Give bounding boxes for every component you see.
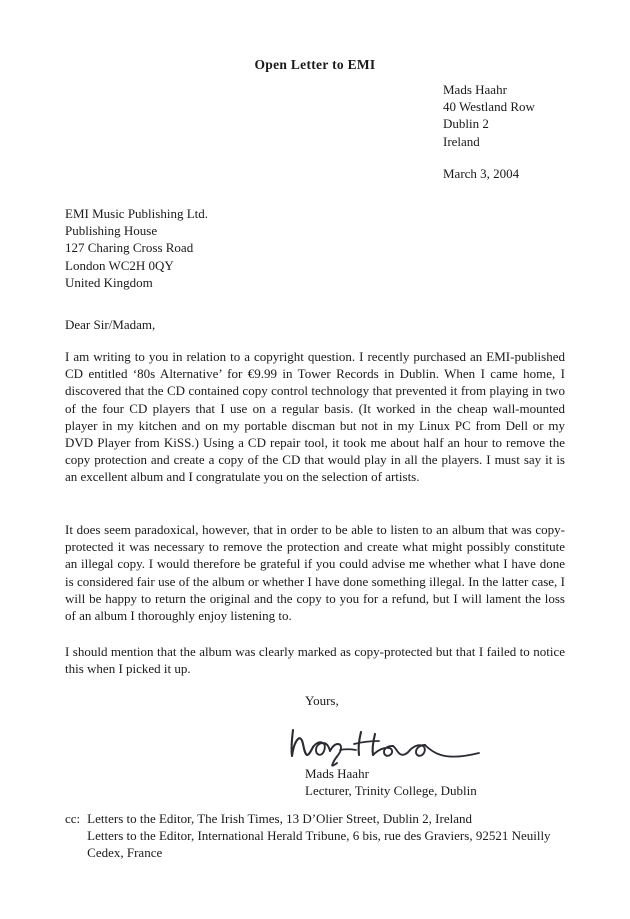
sender-address-line: Mads Haahr	[443, 82, 507, 97]
cc-recipient: Letters to the Editor, The Irish Times, 13 D’Olier Street, Dublin 2, Ireland	[87, 811, 472, 826]
body-paragraph-1	[65, 348, 565, 486]
recipient-address-line: Publishing House	[65, 223, 158, 239]
closing-salutation: Yours,	[305, 693, 339, 708]
sender-address-block	[443, 81, 535, 150]
handwritten-signature	[283, 722, 493, 768]
cc-label: cc:	[65, 811, 81, 826]
signer-title: Lecturer, Trinity College, Dublin	[305, 783, 477, 798]
cc-recipient: Letters to the Editor, International Herald Tribune, 6 bis, rue des Graviers, 92521 Neuilly Cedex, France	[87, 828, 551, 861]
sender-address-line: Ireland	[443, 133, 480, 149]
recipient-address-line: EMI Music Publishing Ltd.	[65, 206, 209, 221]
signer-name: Mads Haahr	[305, 766, 369, 781]
paragraph-text: I am writing to you in relation to a copyright question. I recently purchased an EMI-published CD entitled ‘80s Alternative’ for €9.99 in Tower Records in Dublin. When I came home, I discovered that the CD contained copy control technology that prevented it from playing in two of the four CD players that I use on a regular basis. (It worked in the cheap wall-mounted player in my kitchen and on my portable discman but not in my Linux PC from Dell or my DVD Player from KiSS.) Using a CD repair tool, it took me about half an hour to remove the copy protection and create a copy of the CD that would play in all the players. I must say it is an excellent album and I congratulate you on the selection of artists.	[65, 349, 565, 485]
salutation: Dear Sir/Madam,	[65, 317, 156, 332]
recipient-address-line: United Kingdom	[65, 274, 153, 290]
letter-date: March 3, 2004	[443, 166, 520, 181]
recipient-address-line: 127 Charing Cross Road	[65, 240, 194, 256]
body-paragraph-2	[65, 521, 565, 624]
cc-recipient-list	[87, 810, 575, 862]
cc-block	[65, 810, 575, 862]
recipient-address-block	[65, 205, 208, 291]
recipient-address-line: London WC2H 0QY	[65, 257, 174, 273]
body-paragraph-3	[65, 643, 565, 677]
sender-address-line: 40 Westland Row	[443, 99, 535, 115]
paragraph-text: I should mention that the album was clearly marked as copy-protected but that I failed to notice this when I picked it up.	[65, 644, 565, 677]
page-title: Open Letter to EMI	[254, 57, 376, 72]
paragraph-text: It does seem paradoxical, however, that in order to be able to listen to an album that was copy-protected it was necessary to remove the protection and create what might possibly constitute an illegal copy. I would therefore be grateful if you could advise me whether what I have done is considered fair use of the album or whether I have done something illegal. In the latter case, I will be happy to return the original and the copy to you for a refund, but I will lament the loss of an album I thoroughly enjoy listening to.	[65, 522, 565, 624]
sender-address-line: Dublin 2	[443, 116, 489, 132]
